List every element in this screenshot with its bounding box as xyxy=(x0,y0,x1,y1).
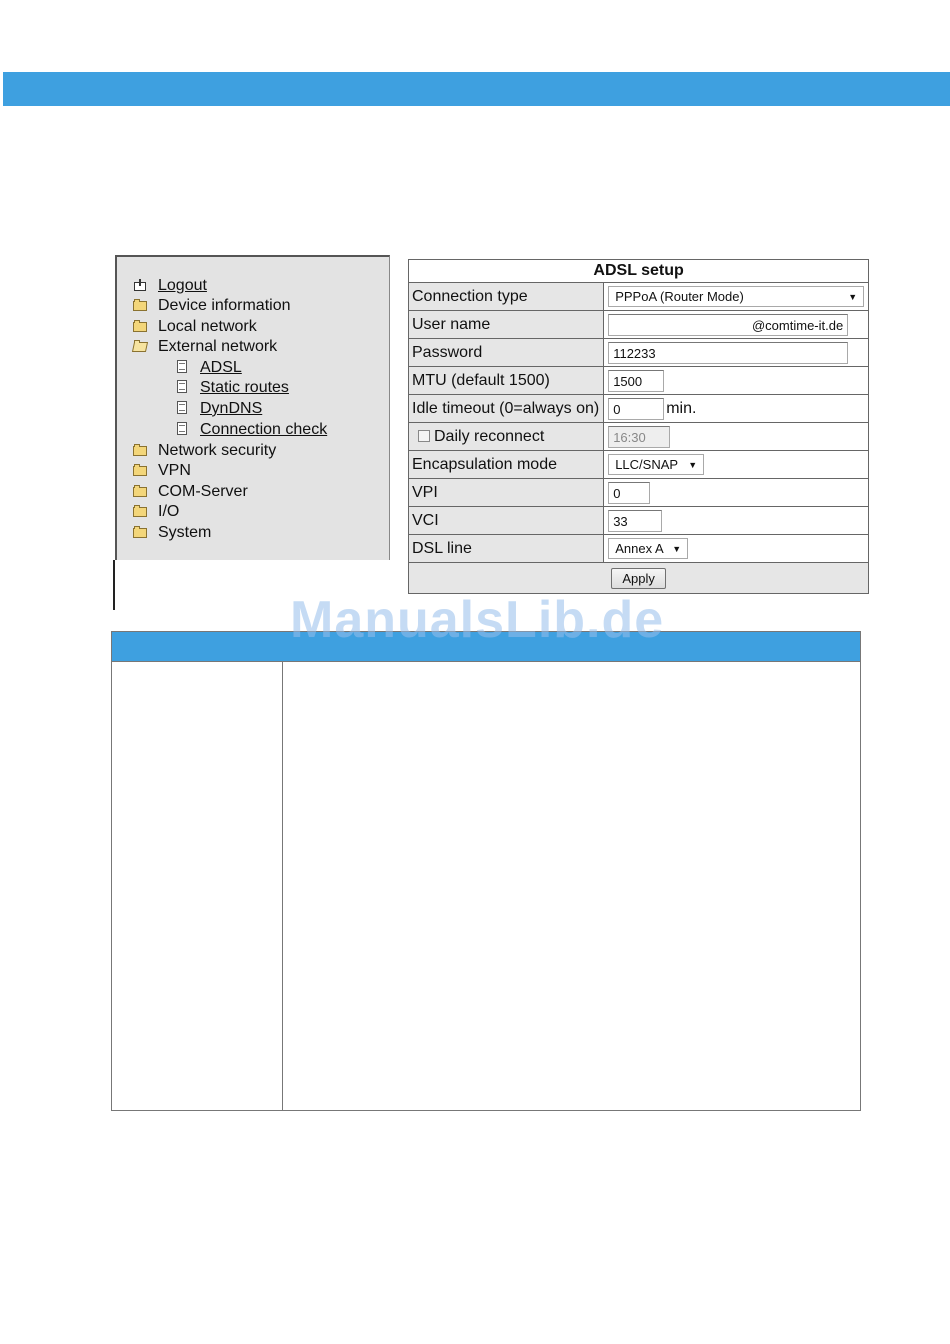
nav-device-information-label: Device information xyxy=(158,297,291,314)
vpi-value: 0 xyxy=(613,485,621,501)
connection-type-value: PPPoA (Router Mode) xyxy=(615,289,744,304)
encapsulation-mode-select[interactable] xyxy=(608,454,704,475)
nav-vpn-label: VPN xyxy=(158,462,191,479)
nav-local-network-label: Local network xyxy=(158,318,257,335)
idle-timeout-unit: min. xyxy=(666,399,697,417)
logout-icon xyxy=(133,279,149,291)
nav-device-information[interactable] xyxy=(133,296,291,316)
dsl-line-cell xyxy=(604,535,869,563)
encapsulation-mode-label: Encapsulation mode xyxy=(409,451,604,479)
folder-icon xyxy=(133,299,149,311)
nav-system-label: System xyxy=(158,524,212,541)
folder-icon xyxy=(133,320,149,332)
form-title: ADSL setup xyxy=(409,260,869,283)
nav-network-security[interactable] xyxy=(133,441,276,461)
nav-adsl-link[interactable]: ADSL xyxy=(200,359,242,376)
nav-dyndns-link[interactable]: DynDNS xyxy=(200,400,263,417)
chevron-down-icon: ▼ xyxy=(672,543,682,554)
column-divider xyxy=(282,661,283,1110)
daily-reconnect-label: Daily reconnect xyxy=(434,427,545,445)
connection-type-label: Connection type xyxy=(409,283,604,311)
open-folder-icon xyxy=(133,340,149,352)
folder-icon xyxy=(133,444,149,456)
idle-timeout-label: Idle timeout (0=always on) xyxy=(409,395,604,423)
vci-label: VCI xyxy=(409,507,604,535)
nav-static-routes-link[interactable]: Static routes xyxy=(200,379,289,396)
password-cell xyxy=(604,339,869,367)
nav-logout[interactable] xyxy=(133,276,207,296)
page-icon xyxy=(175,423,191,435)
vci-cell xyxy=(604,507,869,535)
mtu-input[interactable] xyxy=(608,370,664,392)
idle-timeout-value: 0 xyxy=(613,401,621,417)
daily-reconnect-checkbox[interactable] xyxy=(418,430,430,442)
dsl-line-label: DSL line xyxy=(409,535,604,563)
folder-icon xyxy=(133,464,149,476)
nav-adsl[interactable] xyxy=(175,358,242,378)
page-icon xyxy=(175,381,191,393)
nav-com-server-label: COM-Server xyxy=(158,483,248,500)
daily-reconnect-label-cell xyxy=(409,423,604,451)
nav-io[interactable] xyxy=(133,502,179,522)
watermark: ManualsLib.de xyxy=(290,591,665,649)
nav-local-network[interactable] xyxy=(133,317,257,337)
top-banner xyxy=(3,72,950,106)
idle-timeout-cell xyxy=(604,395,869,423)
dsl-line-select[interactable] xyxy=(608,538,688,559)
folder-icon xyxy=(133,485,149,497)
nav-vpn[interactable] xyxy=(133,461,191,481)
vpi-input[interactable] xyxy=(608,482,650,504)
navigation-tree xyxy=(115,255,390,560)
daily-reconnect-cell xyxy=(604,423,869,451)
nav-system[interactable] xyxy=(133,523,211,543)
mtu-value: 1500 xyxy=(613,373,643,389)
nav-logout-link[interactable]: Logout xyxy=(158,277,207,294)
vpi-label: VPI xyxy=(409,479,604,507)
page-icon xyxy=(175,402,191,414)
user-name-cell xyxy=(604,311,869,339)
nav-dyndns[interactable] xyxy=(175,399,262,419)
mtu-label: MTU (default 1500) xyxy=(409,367,604,395)
vci-value: 33 xyxy=(613,513,628,529)
dsl-line-value: Annex A xyxy=(615,541,664,556)
nav-io-label: I/O xyxy=(158,503,180,520)
vci-input[interactable] xyxy=(608,510,662,532)
chevron-down-icon: ▼ xyxy=(688,459,698,470)
daily-reconnect-time-input[interactable] xyxy=(608,426,670,448)
user-name-label: User name xyxy=(409,311,604,339)
vpi-cell xyxy=(604,479,869,507)
password-input[interactable] xyxy=(608,342,848,364)
user-name-value: @comtime-it.de xyxy=(751,317,844,333)
password-label: Password xyxy=(409,339,604,367)
divider xyxy=(113,560,115,610)
nav-network-security-label: Network security xyxy=(158,442,277,459)
nav-connection-check-link[interactable]: Connection check xyxy=(200,421,328,438)
nav-external-network-label: External network xyxy=(158,338,278,355)
mtu-cell xyxy=(604,367,869,395)
connection-type-cell xyxy=(604,283,869,311)
folder-icon xyxy=(133,505,149,517)
user-name-input[interactable] xyxy=(608,314,848,336)
connection-type-select[interactable] xyxy=(608,286,864,307)
description-table xyxy=(111,631,861,1111)
page-icon xyxy=(175,361,191,373)
folder-icon xyxy=(133,526,149,538)
daily-reconnect-time-value: 16:30 xyxy=(613,429,646,445)
idle-timeout-input[interactable] xyxy=(608,398,664,420)
password-value: 112233 xyxy=(613,345,656,361)
nav-static-routes[interactable] xyxy=(175,378,289,398)
adsl-setup-form xyxy=(408,259,869,594)
nav-external-network[interactable] xyxy=(133,337,277,357)
nav-connection-check[interactable] xyxy=(175,420,327,440)
encapsulation-mode-value: LLC/SNAP xyxy=(615,457,679,472)
apply-button[interactable]: Apply xyxy=(611,568,666,589)
apply-cell xyxy=(409,563,869,594)
encapsulation-mode-cell xyxy=(604,451,869,479)
nav-com-server[interactable] xyxy=(133,482,248,502)
chevron-down-icon: ▼ xyxy=(848,291,858,302)
